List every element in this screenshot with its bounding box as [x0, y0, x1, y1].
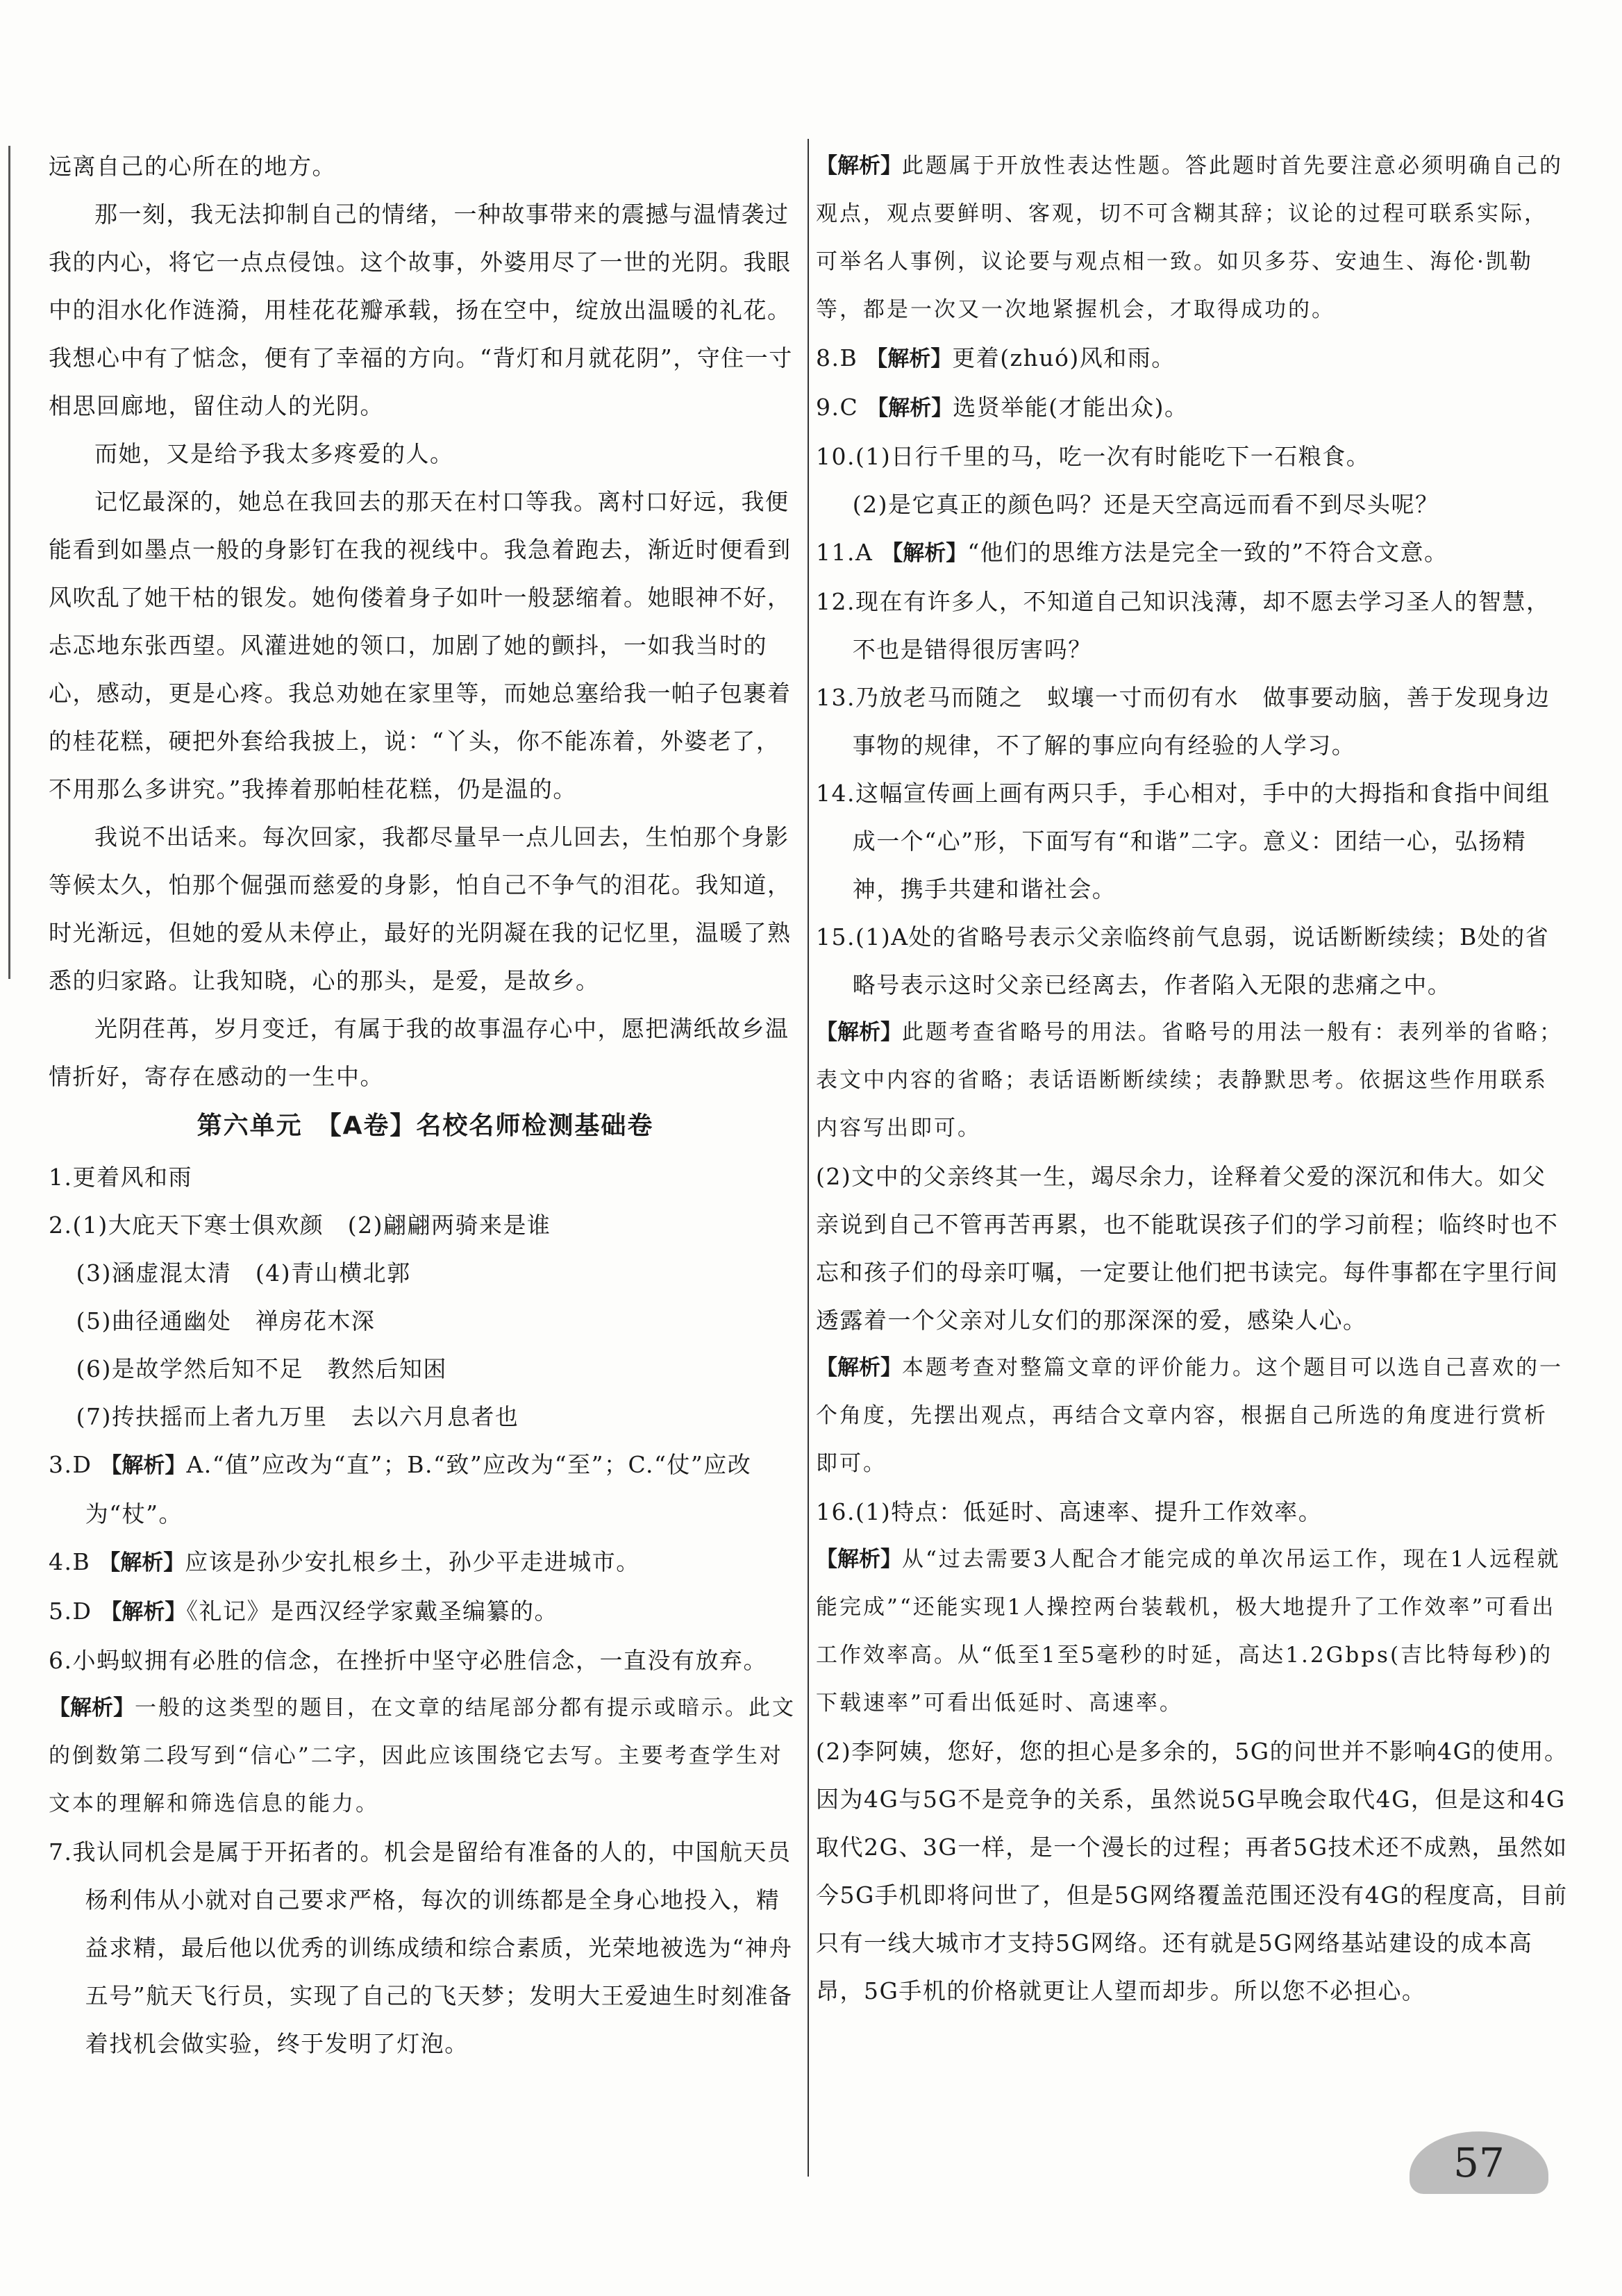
answer-text: 更着(zhuó)风和雨。 [952, 344, 1176, 371]
answer-number: 11.A [816, 539, 882, 566]
analysis-tag: 【解析】 [100, 1600, 187, 1625]
answer-item: 6.小蚂蚁拥有必胜的信念，在挫折中坚守必胜信念，一直没有放弃。 [49, 1647, 767, 1674]
answer-text: 应该是孙少安扎根乡土，孙少平走进城市。 [185, 1548, 640, 1575]
analysis-tag: 【解析】 [100, 1453, 187, 1478]
analysis-text: 此题属于开放性表达性题。答此题时首先要注意必须明确自己的观点，观点要鲜明、客观，切不可含糊其辞；议论的过程可联系实际，可举名人事例，议论要与观点相一致。如贝多芬、安迪生、海伦·凯勒等，都是一次又一次地紧握机会，才取得成功的。 [816, 153, 1563, 322]
page-number: 57 [1410, 2131, 1548, 2194]
answer-item: (2)文中的父亲终其一生，竭尽余力，诠释着父爱的深沉和伟大。如父亲说到自己不管再苦再累，也不能耽误孩子们的学习前程；临终时也不忘和孩子们的母亲叮嘱，一定要让他们把书读完。每件事都在字里行间透露着一个父亲对儿女们的那深深的爱，感染人心。 [816, 1163, 1559, 1334]
answer-item: (3)涵虚混太清 (4)青山横北郭 [76, 1259, 411, 1287]
analysis-text: 一般的这类型的题目，在文章的结尾部分都有提示或暗示。此文的倒数第二段写到“信心”二字，因此应该围绕它去写。主要考查学生对文本的理解和筛选信息的能力。 [49, 1695, 796, 1816]
paragraph: 光阴荏苒，岁月变迁，有属于我的故事温存心中，愿把满纸故乡温情折好，寄存在感动的一生中。 [49, 1015, 789, 1090]
answer-number: 8.B [816, 344, 867, 371]
answer-item: 7.我认同机会是属于开拓者的。机会是留给有准备的人的，中国航天员杨利伟从小就对自己要求严格，每次的训练都是全身心地投入，精益求精，最后他以优秀的训练成绩和综合素质，光荣地被选为“神舟五号”航天飞行员，实现了自己的飞天梦；发明大王爱迪生时刻准备着找机会做实验，终于发明了灯泡。 [49, 1838, 793, 2057]
paragraph: 远离自己的心所在的地方。 [49, 153, 336, 180]
answer-item [816, 334, 1569, 383]
column-divider [808, 139, 809, 2177]
answer-text: A.“值”应改为“直”；B.“致”应改为“至”；C.“仗”应改为“杖”。 [85, 1451, 752, 1527]
analysis-block [816, 142, 1569, 334]
answer-item: 1.更着风和雨 [49, 1164, 192, 1191]
left-column [49, 142, 802, 2068]
answer-text: 选贤举能(才能出众)。 [953, 394, 1189, 421]
answer-item [816, 528, 1569, 578]
answer-item [49, 1441, 802, 1538]
analysis-tag: 【解析】 [866, 346, 953, 371]
analysis-tag: 【解析】 [816, 1020, 902, 1045]
answer-item: 2.(1)大庇天下寒士俱欢颜 (2)翩翩两骑来是谁 [49, 1212, 551, 1239]
paragraph: 记忆最深的，她总在我回去的那天在村口等我。离村口好远，我便能看到如墨点一般的身影钉在我的视线中。我急着跑去，渐近时便看到风吹乱了她干枯的银发。她佝偻着身子如叶一般瑟缩着。她眼神不好，忐忑地东张西望。风灌进她的领口，加剧了她的颤抖，一如我当时的心，感动，更是心疼。我总劝她在家里等，而她总塞给我一帕子包裹着的桂花糕，硬把外套给我披上，说：“丫头，你不能冻着，外婆老了，不用那么多讲究。”我捧着那帕桂花糕，仍是温的。 [49, 488, 792, 803]
section-title: 第六单元 【A卷】名校名师检测基础卷 [197, 1112, 654, 1140]
answer-number: 5.D [49, 1598, 101, 1625]
analysis-block [49, 1684, 802, 1828]
answer-item: (7)抟扶摇而上者九万里 去以六月息者也 [76, 1403, 519, 1430]
answer-item: (5)曲径通幽处 禅房花木深 [76, 1307, 376, 1334]
answer-item: 16.(1)特点：低延时、高速率、提升工作效率。 [816, 1498, 1323, 1525]
answer-item: 13.乃放老马而随之 蚁壤一寸而仞有水 做事要动脑，善于发现身边事物的规律，不了解的事应向有经验的人学习。 [816, 684, 1550, 759]
analysis-block [816, 1009, 1569, 1153]
answer-number: 9.C [816, 394, 867, 421]
answer-item: 14.这幅宣传画上画有两只手，手心相对，手中的大拇指和食指中间组成一个“心”形，下面写有“和谐”二字。意义：团结一心，弘扬精神，携手共建和谐社会。 [816, 780, 1550, 903]
analysis-tag: 【解析】 [816, 153, 902, 178]
analysis-block [816, 1536, 1569, 1727]
answer-item [49, 1587, 802, 1636]
analysis-tag: 【解析】 [99, 1550, 185, 1575]
answer-number: 4.B [49, 1548, 99, 1575]
analysis-text: 本题考查对整篇文章的评价能力。这个题目可以选自己喜欢的一个角度，先摆出观点，再结合文章内容，根据自己所选的角度进行赏析即可。 [816, 1355, 1563, 1476]
binding-margin-mark [8, 146, 17, 979]
paragraph: 我说不出话来。每次回家，我都尽量早一点儿回去，生怕那个身影等候太久，怕那个倔强而慈爱的身影，怕自己不争气的泪花。我知道，时光渐远，但她的爱从未停止，最好的光阴凝在我的记忆里，温暖了熟悉的归家路。让我知晓，心的那头，是爱，是故乡。 [49, 823, 792, 994]
answer-item: (6)是故学然后知不足 教然后知困 [76, 1355, 447, 1382]
analysis-tag: 【解析】 [867, 396, 953, 421]
analysis-tag: 【解析】 [881, 541, 968, 566]
answer-number: 3.D [49, 1451, 101, 1478]
paragraph: 那一刻，我无法抑制自己的情绪，一种故事带来的震撼与温情袭过我的内心，将它一点点侵蚀。这个故事，外婆用尽了一世的光阴。我眼中的泪水化作涟漪，用桂花花瓣承载，扬在空中，绽放出温暖的礼花。我想心中有了惦念，便有了幸福的方向。“背灯和月就花阴”，守住一寸相思回廊地，留住动人的光阴。 [49, 201, 793, 419]
analysis-tag: 【解析】 [816, 1547, 902, 1572]
analysis-tag: 【解析】 [49, 1695, 135, 1720]
analysis-tag: 【解析】 [816, 1355, 902, 1380]
answer-text: “他们的思维方法是完全一致的”不符合文意。 [967, 539, 1448, 566]
paragraph: 而她，又是给予我太多疼爱的人。 [94, 440, 454, 467]
answer-item: 15.(1)A处的省略号表示父亲临终前气息弱，说话断断续续；B处的省略号表示这时父亲已经离去，作者陷入无限的悲痛之中。 [816, 923, 1550, 998]
answer-item [49, 1538, 802, 1587]
answer-item [816, 383, 1569, 433]
answer-text: 《礼记》是西汉经学家戴圣编纂的。 [186, 1598, 558, 1625]
analysis-text: 此题考查省略号的用法。省略号的用法一般有：表列举的省略；表文中内容的省略；表话语断断续续；表静默思考。依据这些作用联系内容写出即可。 [816, 1020, 1563, 1141]
answer-item: 12.现在有许多人，不知道自己知识浅薄，却不愿去学习圣人的智慧，不也是错得很厉害吗？ [816, 588, 1550, 663]
right-column [816, 142, 1569, 2015]
answer-item: (2)是它真正的颜色吗？还是天空高远而看不到尽头呢？ [852, 491, 1439, 518]
answer-item: 10.(1)日行千里的马，吃一次有时能吃下一石粮食。 [816, 443, 1371, 470]
analysis-text: 从“过去需要3人配合才能完成的单次吊运工作，现在1人远程就能完成”“还能实现1人操控两台装载机，极大地提升了工作效率”可看出工作效率高。从“低至1至5毫秒的时延，高达1.2Gbps(吉比特每秒)的下载速率”可看出低延时、高速率。 [816, 1547, 1561, 1716]
answer-item: (2)李阿姨，您好，您的担心是多余的，5G的问世并不影响4G的使用。因为4G与5G不是竞争的关系，虽然说5G早晚会取代4G，但是这和4G取代2G、3G一样，是一个漫长的过程；再者5G技术还不成熟，虽然如今5G手机即将问世了，但是5G网络覆盖范围还没有4G的程度高，目前只有一线大城市才支持5G网络。还有就是5G网络基站建设的成本高昂，5G手机的价格就更让人望而却步。所以您不必担心。 [816, 1738, 1569, 2004]
analysis-block [816, 1344, 1569, 1488]
